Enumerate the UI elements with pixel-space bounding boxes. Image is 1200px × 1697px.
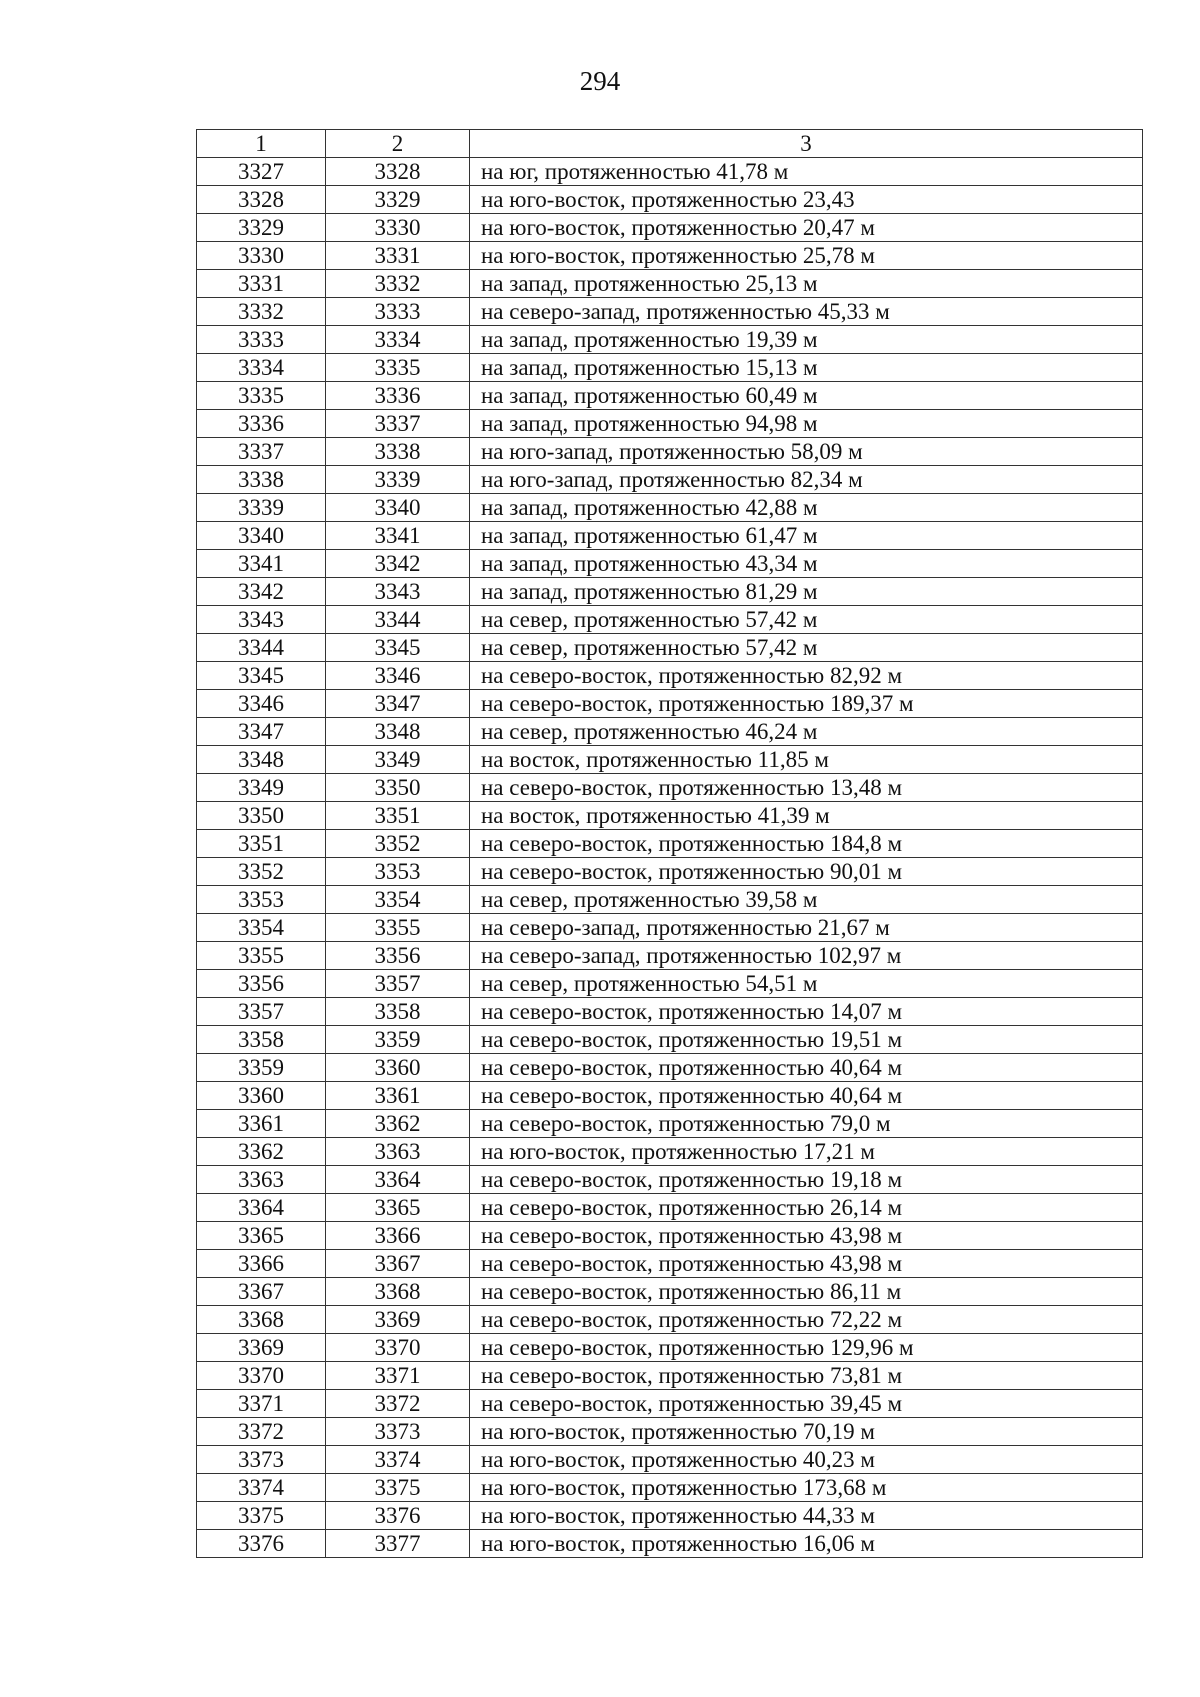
- from-point-cell: 3328: [197, 186, 326, 214]
- to-point-cell: 3344: [326, 606, 470, 634]
- description-cell: на запад, протяженностью 61,47 м: [470, 522, 1143, 550]
- from-point-cell: 3364: [197, 1194, 326, 1222]
- from-point-cell: 3340: [197, 522, 326, 550]
- description-cell: на юго-запад, протяженностью 58,09 м: [470, 438, 1143, 466]
- to-point-cell: 3377: [326, 1530, 470, 1558]
- table-row: [197, 270, 1143, 298]
- table-row: [197, 830, 1143, 858]
- from-point-cell: 3329: [197, 214, 326, 242]
- from-point-cell: 3332: [197, 298, 326, 326]
- from-point-cell: 3359: [197, 1054, 326, 1082]
- to-point-cell: 3335: [326, 354, 470, 382]
- from-point-cell: 3371: [197, 1390, 326, 1418]
- table-row: [197, 438, 1143, 466]
- description-cell: на северо-запад, протяженностью 21,67 м: [470, 914, 1143, 942]
- description-cell: на северо-восток, протяженностью 14,07 м: [470, 998, 1143, 1026]
- from-point-cell: 3339: [197, 494, 326, 522]
- table-row: [197, 858, 1143, 886]
- description-cell: на северо-восток, протяженностью 40,64 м: [470, 1054, 1143, 1082]
- description-cell: на юго-восток, протяженностью 23,43: [470, 186, 1143, 214]
- table-row: [197, 1390, 1143, 1418]
- table-row: [197, 298, 1143, 326]
- description-cell: на юго-восток, протяженностью 16,06 м: [470, 1530, 1143, 1558]
- table-row: [197, 774, 1143, 802]
- to-point-cell: 3339: [326, 466, 470, 494]
- from-point-cell: 3345: [197, 662, 326, 690]
- to-point-cell: 3370: [326, 1334, 470, 1362]
- description-cell: на юго-восток, протяженностью 40,23 м: [470, 1446, 1143, 1474]
- column-header-1: 1: [197, 130, 326, 158]
- from-point-cell: 3350: [197, 802, 326, 830]
- table-row: [197, 1166, 1143, 1194]
- table-row: [197, 970, 1143, 998]
- to-point-cell: 3343: [326, 578, 470, 606]
- description-cell: на запад, протяженностью 42,88 м: [470, 494, 1143, 522]
- from-point-cell: 3355: [197, 942, 326, 970]
- from-point-cell: 3370: [197, 1362, 326, 1390]
- description-cell: на северо-восток, протяженностью 82,92 м: [470, 662, 1143, 690]
- description-cell: на юго-восток, протяженностью 173,68 м: [470, 1474, 1143, 1502]
- description-cell: на юго-восток, протяженностью 20,47 м: [470, 214, 1143, 242]
- boundary-points-table: [196, 129, 1143, 1558]
- table-row: [197, 1054, 1143, 1082]
- from-point-cell: 3373: [197, 1446, 326, 1474]
- column-header-2: 2: [326, 130, 470, 158]
- to-point-cell: 3357: [326, 970, 470, 998]
- table-header-row: [197, 130, 1143, 158]
- description-cell: на запад, протяженностью 15,13 м: [470, 354, 1143, 382]
- to-point-cell: 3358: [326, 998, 470, 1026]
- description-cell: на запад, протяженностью 60,49 м: [470, 382, 1143, 410]
- to-point-cell: 3347: [326, 690, 470, 718]
- table-row: [197, 242, 1143, 270]
- description-cell: на восток, протяженностью 41,39 м: [470, 802, 1143, 830]
- to-point-cell: 3329: [326, 186, 470, 214]
- table-row: [197, 886, 1143, 914]
- table-row: [197, 914, 1143, 942]
- to-point-cell: 3371: [326, 1362, 470, 1390]
- from-point-cell: 3363: [197, 1166, 326, 1194]
- from-point-cell: 3335: [197, 382, 326, 410]
- to-point-cell: 3367: [326, 1250, 470, 1278]
- description-cell: на запад, протяженностью 25,13 м: [470, 270, 1143, 298]
- table-row: [197, 186, 1143, 214]
- to-point-cell: 3341: [326, 522, 470, 550]
- description-cell: на северо-восток, протяженностью 86,11 м: [470, 1278, 1143, 1306]
- from-point-cell: 3360: [197, 1082, 326, 1110]
- description-cell: на запад, протяженностью 94,98 м: [470, 410, 1143, 438]
- from-point-cell: 3357: [197, 998, 326, 1026]
- description-cell: на северо-восток, протяженностью 43,98 м: [470, 1250, 1143, 1278]
- to-point-cell: 3375: [326, 1474, 470, 1502]
- from-point-cell: 3337: [197, 438, 326, 466]
- from-point-cell: 3336: [197, 410, 326, 438]
- to-point-cell: 3360: [326, 1054, 470, 1082]
- to-point-cell: 3331: [326, 242, 470, 270]
- from-point-cell: 3351: [197, 830, 326, 858]
- description-cell: на северо-восток, протяженностью 39,45 м: [470, 1390, 1143, 1418]
- from-point-cell: 3344: [197, 634, 326, 662]
- description-cell: на северо-запад, протяженностью 45,33 м: [470, 298, 1143, 326]
- table-row: [197, 1026, 1143, 1054]
- description-cell: на северо-восток, протяженностью 79,0 м: [470, 1110, 1143, 1138]
- table-row: [197, 662, 1143, 690]
- to-point-cell: 3340: [326, 494, 470, 522]
- page-number: 294: [579, 66, 621, 96]
- table-row: [197, 214, 1143, 242]
- to-point-cell: 3373: [326, 1418, 470, 1446]
- to-point-cell: 3366: [326, 1222, 470, 1250]
- from-point-cell: 3366: [197, 1250, 326, 1278]
- description-cell: на северо-восток, протяженностью 43,98 м: [470, 1222, 1143, 1250]
- table-row: [197, 718, 1143, 746]
- description-cell: на север, протяженностью 54,51 м: [470, 970, 1143, 998]
- description-cell: на север, протяженностью 46,24 м: [470, 718, 1143, 746]
- to-point-cell: 3352: [326, 830, 470, 858]
- from-point-cell: 3354: [197, 914, 326, 942]
- table-row: [197, 942, 1143, 970]
- to-point-cell: 3330: [326, 214, 470, 242]
- from-point-cell: 3367: [197, 1278, 326, 1306]
- description-cell: на северо-восток, протяженностью 189,37 м: [470, 690, 1143, 718]
- column-header-3: 3: [470, 130, 1143, 158]
- to-point-cell: 3345: [326, 634, 470, 662]
- description-cell: на север, протяженностью 57,42 м: [470, 606, 1143, 634]
- from-point-cell: 3353: [197, 886, 326, 914]
- description-cell: на северо-запад, протяженностью 102,97 м: [470, 942, 1143, 970]
- to-point-cell: 3342: [326, 550, 470, 578]
- description-cell: на северо-восток, протяженностью 26,14 м: [470, 1194, 1143, 1222]
- table-row: [197, 1082, 1143, 1110]
- table-row: [197, 1110, 1143, 1138]
- table-row: [197, 1362, 1143, 1390]
- to-point-cell: 3361: [326, 1082, 470, 1110]
- table-row: [197, 1530, 1143, 1558]
- description-cell: на запад, протяженностью 43,34 м: [470, 550, 1143, 578]
- description-cell: на северо-восток, протяженностью 184,8 м: [470, 830, 1143, 858]
- to-point-cell: 3336: [326, 382, 470, 410]
- from-point-cell: 3362: [197, 1138, 326, 1166]
- table-body: [197, 130, 1143, 1558]
- to-point-cell: 3356: [326, 942, 470, 970]
- from-point-cell: 3346: [197, 690, 326, 718]
- to-point-cell: 3365: [326, 1194, 470, 1222]
- from-point-cell: 3352: [197, 858, 326, 886]
- to-point-cell: 3355: [326, 914, 470, 942]
- to-point-cell: 3332: [326, 270, 470, 298]
- table-row: [197, 1138, 1143, 1166]
- to-point-cell: 3338: [326, 438, 470, 466]
- from-point-cell: 3334: [197, 354, 326, 382]
- to-point-cell: 3353: [326, 858, 470, 886]
- to-point-cell: 3376: [326, 1502, 470, 1530]
- table-row: [197, 1250, 1143, 1278]
- from-point-cell: 3375: [197, 1502, 326, 1530]
- to-point-cell: 3328: [326, 158, 470, 186]
- table-row: [197, 522, 1143, 550]
- table-row: [197, 998, 1143, 1026]
- table-row: [197, 690, 1143, 718]
- description-cell: на юго-восток, протяженностью 70,19 м: [470, 1418, 1143, 1446]
- from-point-cell: 3365: [197, 1222, 326, 1250]
- to-point-cell: 3359: [326, 1026, 470, 1054]
- from-point-cell: 3330: [197, 242, 326, 270]
- from-point-cell: 3356: [197, 970, 326, 998]
- description-cell: на северо-восток, протяженностью 40,64 м: [470, 1082, 1143, 1110]
- to-point-cell: 3368: [326, 1278, 470, 1306]
- table-row: [197, 354, 1143, 382]
- description-cell: на запад, протяженностью 19,39 м: [470, 326, 1143, 354]
- from-point-cell: 3372: [197, 1418, 326, 1446]
- description-cell: на северо-восток, протяженностью 90,01 м: [470, 858, 1143, 886]
- table-row: [197, 1222, 1143, 1250]
- to-point-cell: 3362: [326, 1110, 470, 1138]
- description-cell: на север, протяженностью 57,42 м: [470, 634, 1143, 662]
- from-point-cell: 3349: [197, 774, 326, 802]
- to-point-cell: 3333: [326, 298, 470, 326]
- description-cell: на юго-восток, протяженностью 25,78 м: [470, 242, 1143, 270]
- from-point-cell: 3368: [197, 1306, 326, 1334]
- to-point-cell: 3350: [326, 774, 470, 802]
- to-point-cell: 3346: [326, 662, 470, 690]
- from-point-cell: 3348: [197, 746, 326, 774]
- from-point-cell: 3343: [197, 606, 326, 634]
- description-cell: на запад, протяженностью 81,29 м: [470, 578, 1143, 606]
- from-point-cell: 3333: [197, 326, 326, 354]
- table-row: [197, 578, 1143, 606]
- from-point-cell: 3331: [197, 270, 326, 298]
- table-row: [197, 802, 1143, 830]
- to-point-cell: 3349: [326, 746, 470, 774]
- from-point-cell: 3361: [197, 1110, 326, 1138]
- to-point-cell: 3351: [326, 802, 470, 830]
- description-cell: на юго-запад, протяженностью 82,34 м: [470, 466, 1143, 494]
- description-cell: на юг, протяженностью 41,78 м: [470, 158, 1143, 186]
- from-point-cell: 3327: [197, 158, 326, 186]
- to-point-cell: 3372: [326, 1390, 470, 1418]
- to-point-cell: 3354: [326, 886, 470, 914]
- table-row: [197, 1418, 1143, 1446]
- table-row: [197, 1194, 1143, 1222]
- table-row: [197, 466, 1143, 494]
- table-row: [197, 410, 1143, 438]
- table-row: [197, 550, 1143, 578]
- table-row: [197, 158, 1143, 186]
- to-point-cell: 3369: [326, 1306, 470, 1334]
- table-row: [197, 606, 1143, 634]
- table-row: [197, 494, 1143, 522]
- table-row: [197, 326, 1143, 354]
- table-row: [197, 1502, 1143, 1530]
- description-cell: на северо-восток, протяженностью 13,48 м: [470, 774, 1143, 802]
- description-cell: на север, протяженностью 39,58 м: [470, 886, 1143, 914]
- description-cell: на северо-восток, протяженностью 19,18 м: [470, 1166, 1143, 1194]
- table-row: [197, 382, 1143, 410]
- from-point-cell: 3341: [197, 550, 326, 578]
- table-row: [197, 746, 1143, 774]
- table-row: [197, 1334, 1143, 1362]
- from-point-cell: 3374: [197, 1474, 326, 1502]
- description-cell: на юго-восток, протяженностью 17,21 м: [470, 1138, 1143, 1166]
- description-cell: на северо-восток, протяженностью 129,96 м: [470, 1334, 1143, 1362]
- to-point-cell: 3348: [326, 718, 470, 746]
- from-point-cell: 3342: [197, 578, 326, 606]
- to-point-cell: 3363: [326, 1138, 470, 1166]
- table-row: [197, 1446, 1143, 1474]
- from-point-cell: 3338: [197, 466, 326, 494]
- description-cell: на северо-восток, протяженностью 72,22 м: [470, 1306, 1143, 1334]
- description-cell: на восток, протяженностью 11,85 м: [470, 746, 1143, 774]
- to-point-cell: 3337: [326, 410, 470, 438]
- to-point-cell: 3374: [326, 1446, 470, 1474]
- table-row: [197, 1474, 1143, 1502]
- description-cell: на северо-восток, протяженностью 19,51 м: [470, 1026, 1143, 1054]
- table-row: [197, 1278, 1143, 1306]
- description-cell: на северо-восток, протяженностью 73,81 м: [470, 1362, 1143, 1390]
- from-point-cell: 3376: [197, 1530, 326, 1558]
- from-point-cell: 3358: [197, 1026, 326, 1054]
- table-row: [197, 1306, 1143, 1334]
- description-cell: на юго-восток, протяженностью 44,33 м: [470, 1502, 1143, 1530]
- to-point-cell: 3364: [326, 1166, 470, 1194]
- from-point-cell: 3369: [197, 1334, 326, 1362]
- from-point-cell: 3347: [197, 718, 326, 746]
- table-row: [197, 634, 1143, 662]
- to-point-cell: 3334: [326, 326, 470, 354]
